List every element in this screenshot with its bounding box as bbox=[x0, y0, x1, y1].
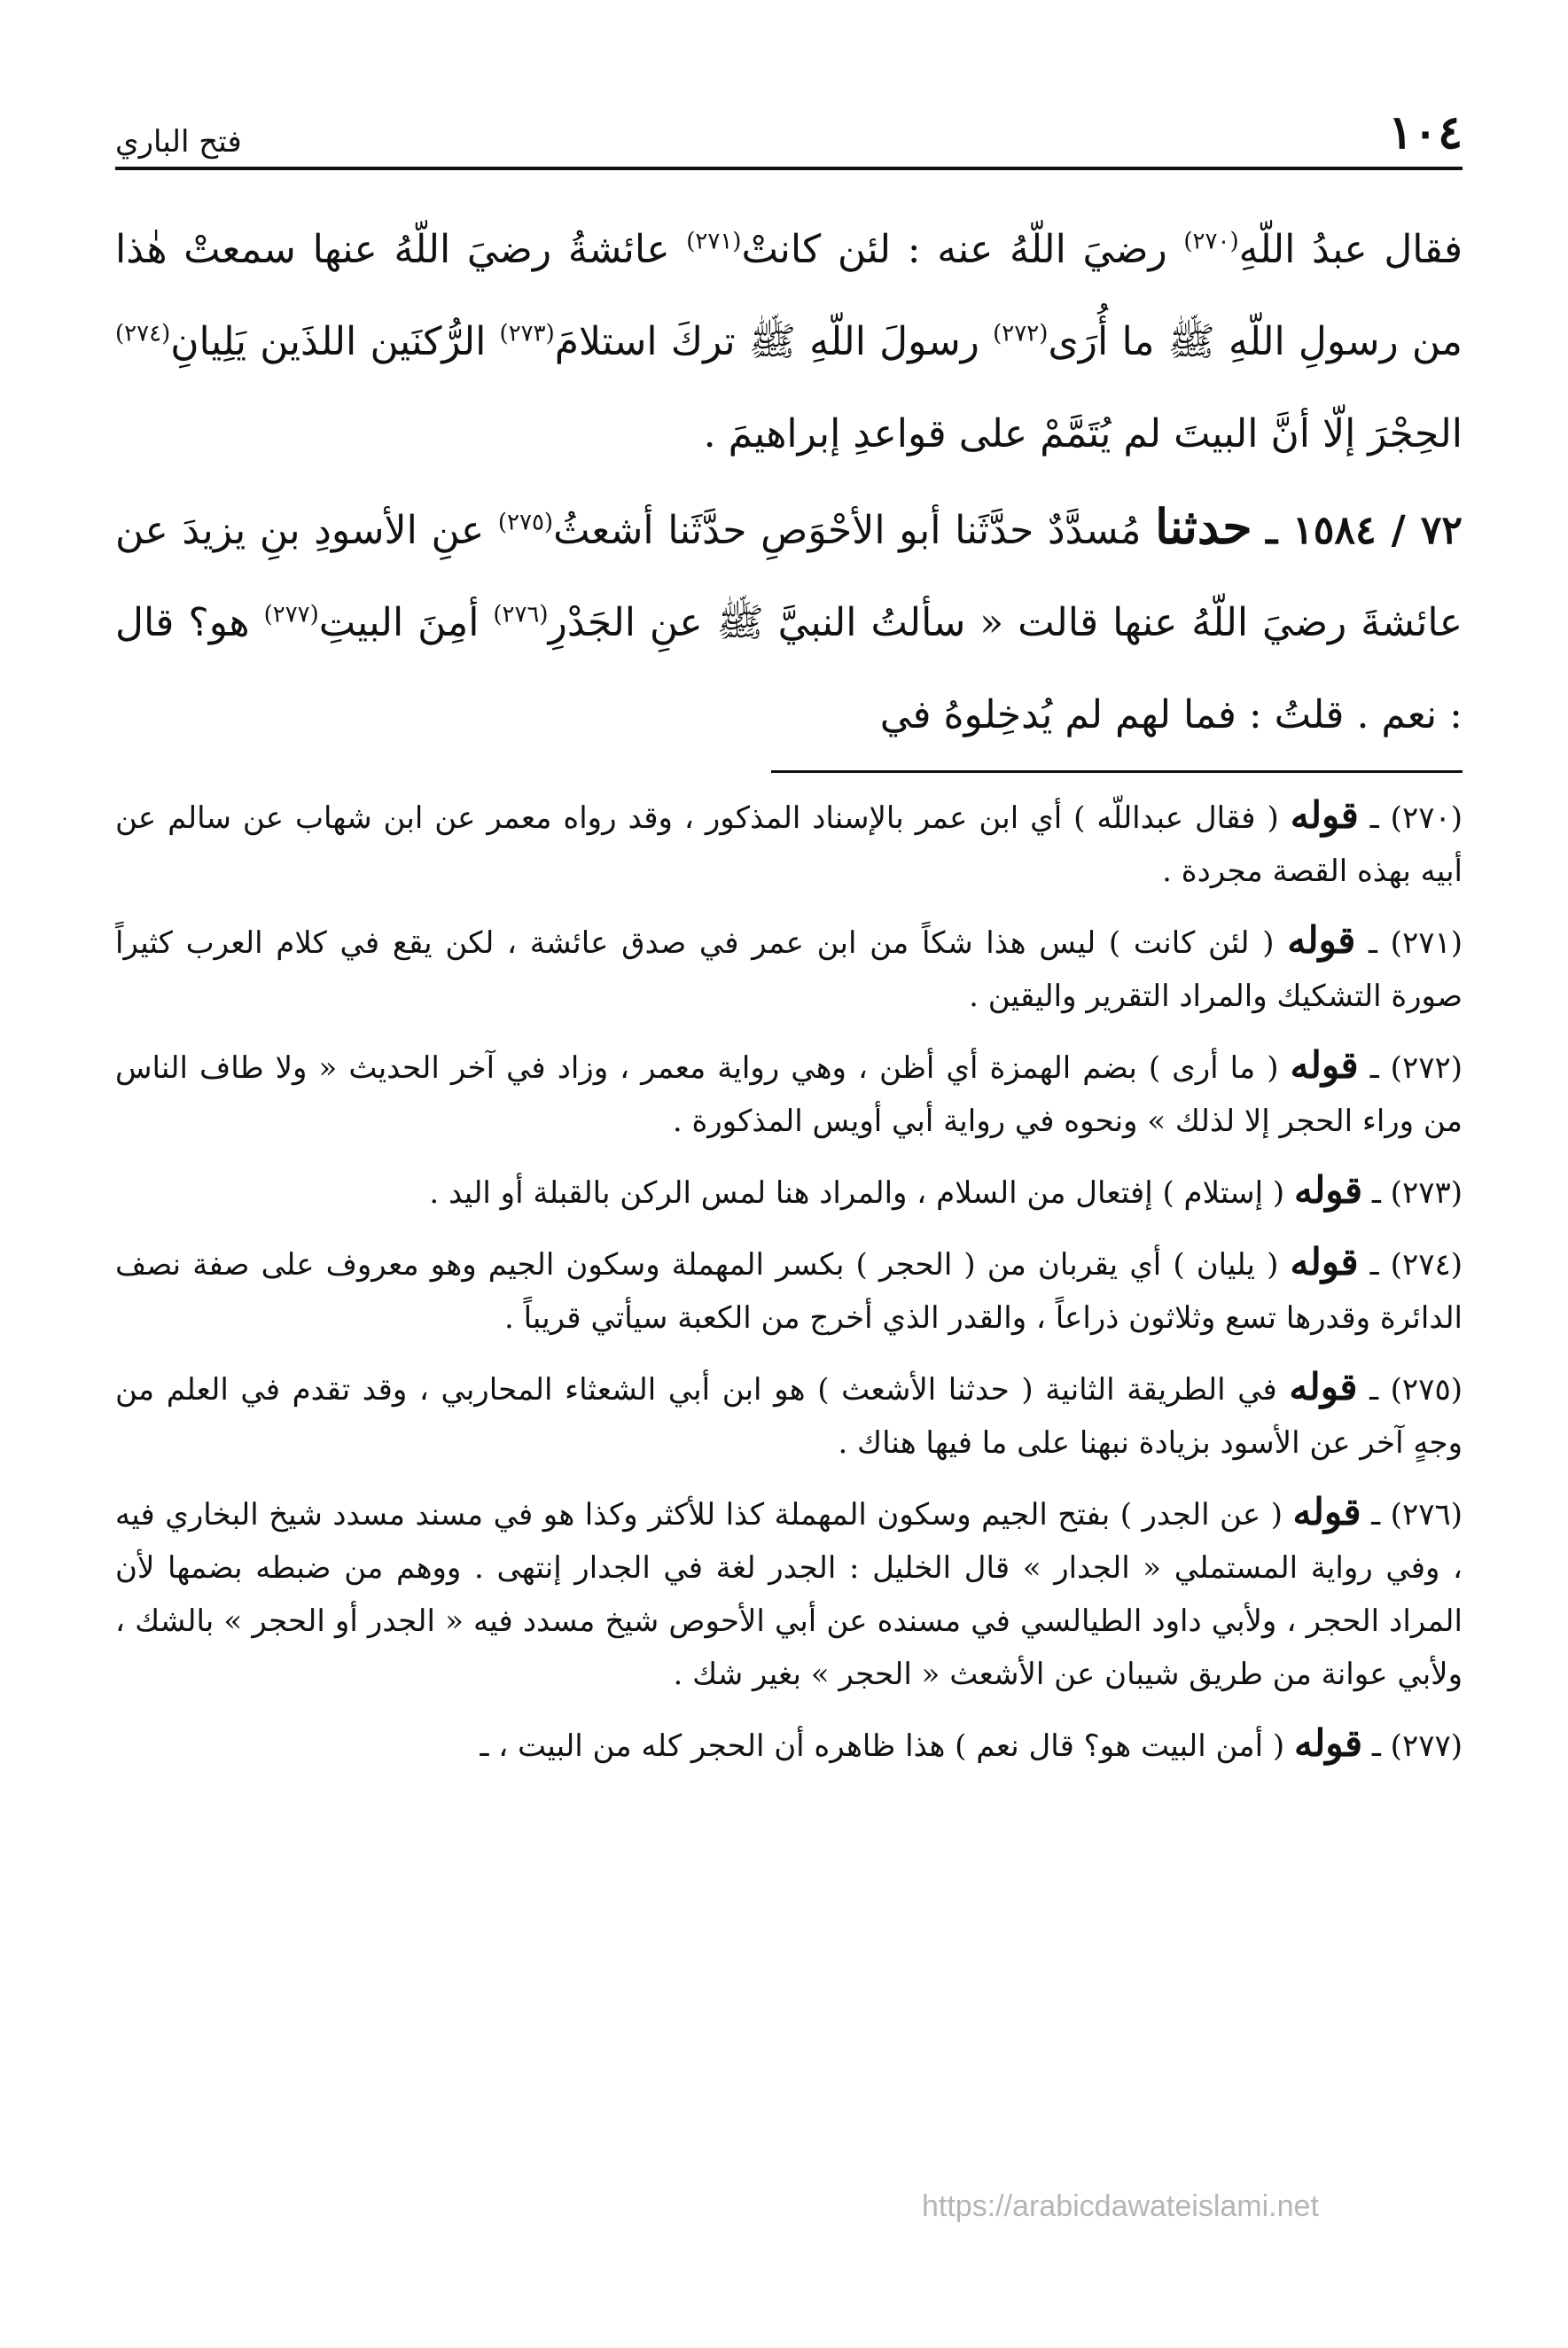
footnote-keyword: قوله bbox=[1290, 1240, 1359, 1283]
footnote-ref-277[interactable]: (٢٧٧) bbox=[263, 601, 319, 628]
watermark-url: https://arabicdawateislami.net bbox=[922, 2189, 1319, 2223]
footnote-273 bbox=[115, 1164, 1463, 1220]
footnote-number: (٢٧٣) ـ bbox=[1371, 1175, 1463, 1211]
text-segment: رسولَ اللّهِ ﷺ تركَ استلامَ bbox=[554, 319, 994, 364]
text-segment: الرُّكنَين اللذَين يَلِيانِ bbox=[170, 319, 500, 364]
footnote-number: (٢٧١) ـ bbox=[1369, 925, 1463, 961]
book-page bbox=[115, 89, 1463, 2340]
text-segment: رضيَ اللّهُ عنه : لئن كانتْ bbox=[741, 227, 1184, 272]
footnote-number: (٢٧٥) ـ bbox=[1369, 1372, 1463, 1408]
footnote-divider bbox=[771, 770, 1463, 773]
footnote-277 bbox=[115, 1717, 1463, 1773]
footnote-text: ( ما أرى ) بضم الهمزة أي أظن ، وهي رواية معمر ، وزاد في آخر الحديث « ولا طاف الناس من وراء الحجر إلا لذلك » ونحوه في رواية أبي أويس المذكورة . bbox=[115, 1050, 1463, 1139]
footnote-276 bbox=[115, 1486, 1463, 1701]
footnote-text: في الطريقة الثانية ( حدثنا الأشعث ) هو ابن أبي الشعثاء المحاربي ، وقد تقدم في العلم من وجهٍ آخر عن الأسود بزيادة نبهنا على ما فيها هناك . bbox=[115, 1372, 1463, 1461]
book-title: فتح الباري bbox=[115, 124, 242, 160]
hadith-number: ٧٢ / ١٥٨٤ ـ bbox=[1266, 508, 1463, 553]
footnote-text: ( أمن البيت هو؟ قال نعم ) هذا ظاهره أن الحجر كله من البيت ، ـ bbox=[480, 1728, 1285, 1764]
footnote-ref-272[interactable]: (٢٧٢) bbox=[993, 320, 1049, 347]
footnote-ref-274[interactable]: (٢٧٤) bbox=[115, 320, 171, 347]
footnote-text: ( إستلام ) إفتعال من السلام ، والمراد هنا لمس الركن بالقبلة أو اليد . bbox=[429, 1175, 1285, 1211]
footnote-272 bbox=[115, 1039, 1463, 1148]
footnote-number: (٢٧٠) ـ bbox=[1369, 800, 1463, 836]
footnote-text: ( يليان ) أي يقربان من ( الحجر ) بكسر المهملة وسكون الجيم وهو معروف على صفة نصف الدائرة وقدرها تسع وثلاثون ذراعاً ، والقدر الذي أخرج من الكعبة سيأتي قريباً . bbox=[115, 1247, 1463, 1336]
text-segment: فقال عبدُ اللّهِ bbox=[1238, 227, 1463, 272]
text-segment: أمِنَ البيتِ bbox=[318, 600, 494, 645]
footnote-number: (٢٧٦) ـ bbox=[1371, 1497, 1463, 1533]
footnote-271 bbox=[115, 914, 1463, 1023]
footnote-text: ( عن الجدر ) بفتح الجيم وسكون المهملة كذا للأكثر وكذا هو في مسند مسدد شيخ البخاري فيه ، وفي رواية المستملي « الجدار » قال الخليل : الجدر لغة في الجدار إنتهى . ووهم من ضبطه بضمها لأن المراد الحجر ، ولأبي داود الطيالسي في مسنده عن أبي الأحوص شيخ مسدد فيه « الجدر أو الحجر » بالشك ، ولأبي عوانة من طريق شيبان عن الأشعث « الحجر » بغير شك . bbox=[115, 1497, 1463, 1692]
footnote-ref-270[interactable]: (٢٧٠) bbox=[1183, 228, 1239, 255]
footnote-274 bbox=[115, 1236, 1463, 1345]
footnote-text: ( لئن كانت ) ليس هذا شكاً من ابن عمر في صدق عائشة ، لكن يقع في كلام العرب كثيراً صورة التشكيك والمراد التقرير واليقين . bbox=[115, 925, 1463, 1014]
text-segment: عائشةُ رضيَ اللّهُ عنها سمعتْ هٰذا من رسولِ اللّهِ ﷺ ما أُرَى bbox=[115, 227, 1463, 364]
text-segment: هو؟ قال : نعم . قلتُ : فما لهم لم يُدخِلوهُ في bbox=[115, 600, 1463, 737]
footnote-text: ( فقال عبداللّه ) أي ابن عمر بالإسناد المذكور ، وقد رواه معمر عن ابن شهاب عن سالم عن أبيه بهذه القصة مجردة . bbox=[115, 800, 1463, 889]
footnote-keyword: قوله bbox=[1290, 1043, 1359, 1087]
footnote-keyword: قوله bbox=[1287, 918, 1356, 962]
hadith-keyword: حدثنا bbox=[1155, 498, 1252, 555]
footnote-number: (٢٧٧) ـ bbox=[1371, 1728, 1463, 1764]
footnote-number: (٢٧٢) ـ bbox=[1369, 1050, 1463, 1086]
footnote-keyword: قوله bbox=[1293, 1168, 1363, 1212]
main-paragraph-2 bbox=[115, 480, 1463, 761]
text-segment: الحِجْرَ إلّا أنَّ البيتَ لم يُتَمَّمْ على قواعدِ إبراهيمَ . bbox=[703, 411, 1463, 456]
main-text bbox=[115, 204, 1463, 761]
footnote-number: (٢٧٤) ـ bbox=[1369, 1247, 1463, 1283]
footnote-ref-276[interactable]: (٢٧٦) bbox=[493, 601, 549, 628]
main-paragraph-1 bbox=[115, 204, 1463, 480]
footnote-keyword: قوله bbox=[1289, 1365, 1358, 1408]
footnote-keyword: قوله bbox=[1290, 793, 1359, 837]
footnote-keyword: قوله bbox=[1293, 1721, 1363, 1765]
footnote-ref-275[interactable]: (٢٧٥) bbox=[497, 509, 554, 536]
page-header bbox=[115, 89, 1463, 170]
footnote-ref-273[interactable]: (٢٧٣) bbox=[499, 320, 555, 347]
page-number: ١٠٤ bbox=[1388, 105, 1463, 160]
text-segment: مُسدَّدٌ حدَّثَنا أبو الأحْوَصِ حدَّثَنا أشعثُ bbox=[553, 508, 1156, 553]
footnote-275 bbox=[115, 1361, 1463, 1470]
footnote-ref-271[interactable]: (٢٧١) bbox=[686, 228, 742, 255]
footnote-270 bbox=[115, 789, 1463, 898]
text-segment: عنِ الأسودِ بنِ يزيدَ عن عائشةَ رضيَ اللّهُ عنها قالت « سألتُ النبيَّ ﷺ عنِ الجَدْرِ bbox=[115, 508, 1463, 645]
footnote-keyword: قوله bbox=[1292, 1490, 1361, 1533]
footnotes bbox=[115, 789, 1463, 1773]
